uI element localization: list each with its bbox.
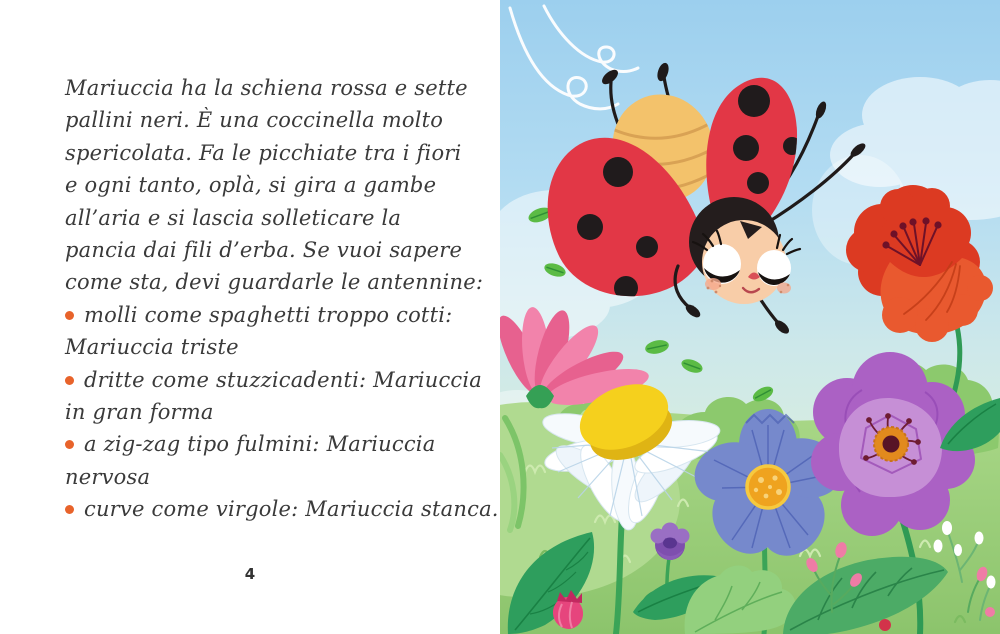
bullet-dot <box>65 376 74 385</box>
story-line: in gran forma <box>65 400 214 425</box>
page-number: 4 <box>244 565 256 583</box>
story-text <box>65 72 499 526</box>
bullet-text: dritte come stuzzicadenti: Mariuccia <box>84 367 483 392</box>
story-line: e ogni tanto, oplà, si gira a gambe <box>65 173 437 198</box>
story-line: spericolata. Fa le picchiate tra i fiori <box>65 140 462 165</box>
bullet-dot <box>65 311 74 320</box>
story-line: Mariuccia ha la schiena rossa e sette <box>65 76 468 100</box>
illustration-page <box>500 0 1000 634</box>
red-bud <box>879 619 891 631</box>
story-line: nervosa <box>65 464 151 489</box>
story-line-bullet <box>65 493 499 525</box>
bullet-text: curve come virgole: Mariuccia stanca. <box>84 497 499 522</box>
story-line: all’aria e si lascia solleticare la <box>65 205 402 230</box>
story-line: pancia dai fili d’erba. Se vuoi sapere <box>65 238 463 263</box>
bullet-dot <box>65 505 74 514</box>
garden-illustration <box>500 0 1000 634</box>
bullet-text: a zig-zag tipo fulmini: Mariuccia <box>84 432 436 457</box>
story-line-bullet <box>65 299 475 331</box>
story-line: Mariuccia triste <box>65 335 239 360</box>
story-line-bullet <box>65 364 483 396</box>
bullet-text: molli come spaghetti troppo cotti: <box>84 302 453 327</box>
story-line: come sta, devi guardarle le antennine: <box>65 270 484 295</box>
story-line: pallini neri. È una coccinella molto <box>65 108 444 133</box>
story-line-bullet <box>65 428 475 460</box>
bullet-dot <box>65 440 74 449</box>
